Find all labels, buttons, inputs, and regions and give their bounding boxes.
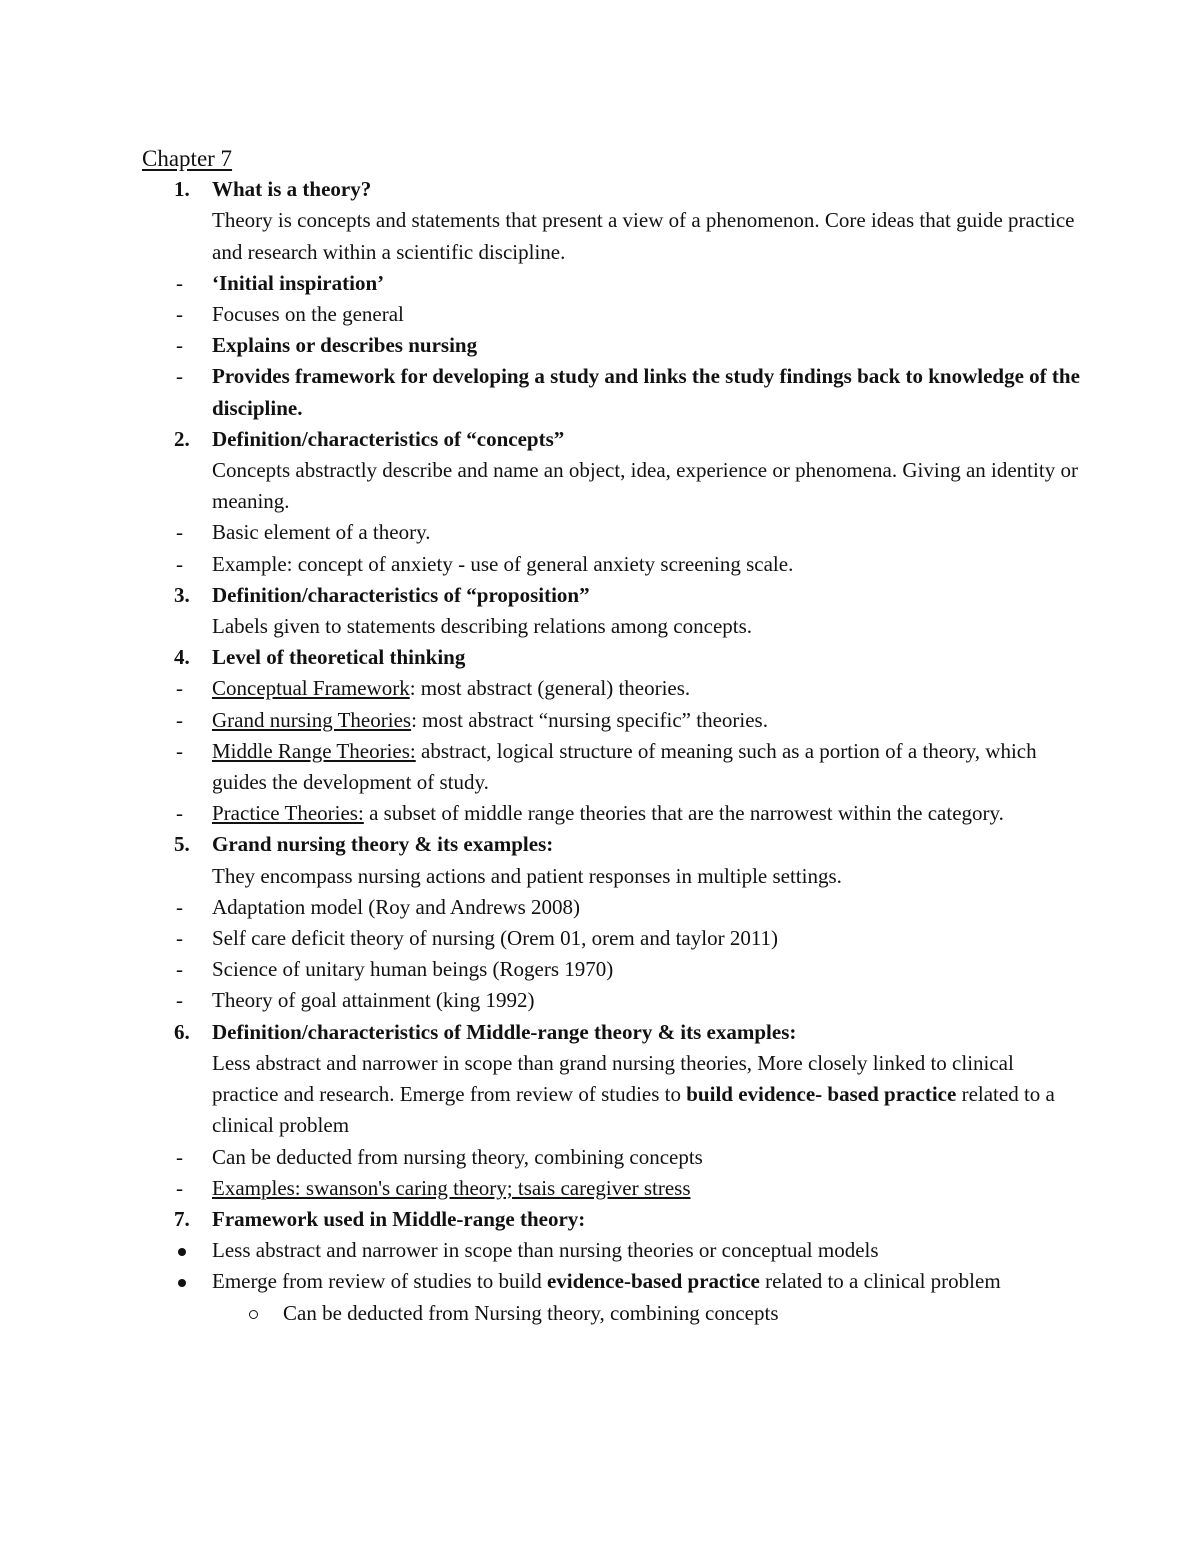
question-6 (142, 1017, 1082, 1142)
list-item (142, 299, 1082, 330)
dash-marker: - (176, 270, 183, 295)
list-item-text: Example: concept of anxiety - use of general anxiety screening scale. (212, 551, 794, 576)
list-item (142, 268, 1082, 299)
list-item (142, 985, 1082, 1016)
emphasis-text: evidence-based practice (546, 1269, 760, 1294)
question-2-title: Definition/characteristics of “concepts” (212, 426, 565, 451)
list-item (142, 954, 1082, 985)
dash-marker: - (176, 707, 183, 732)
list-item (142, 705, 1082, 736)
bullet-text: Less abstract and narrower in scope than nursing theories or conceptual models (212, 1238, 879, 1263)
sub-bullet-item (142, 1298, 1082, 1329)
dash-marker: - (176, 894, 183, 919)
list-item (142, 517, 1082, 548)
list-item-text: Science of unitary human beings (Rogers 1970) (212, 957, 614, 982)
emphasis-text: build evidence- based practice (686, 1082, 957, 1107)
dash-marker: - (176, 988, 183, 1013)
list-item (142, 361, 1082, 423)
document-content (142, 143, 1082, 1329)
term-label: Grand nursing Theories (212, 707, 412, 732)
dash-marker: - (176, 520, 183, 545)
list-item-text: ‘Initial inspiration’ (212, 270, 385, 295)
question-5 (142, 829, 1082, 891)
question-3 (142, 580, 1082, 642)
bullet-item (142, 1266, 1082, 1297)
list-item-text: Basic element of a theory. (212, 520, 431, 545)
list-item (142, 1142, 1082, 1173)
dash-marker: - (176, 801, 183, 826)
dash-marker: - (176, 957, 183, 982)
bullet-dot-icon (178, 1248, 186, 1256)
list-item (142, 549, 1082, 580)
term-label: Practice Theories: (212, 801, 364, 826)
dash-marker: - (176, 551, 183, 576)
dash-marker: - (176, 926, 183, 951)
list-item-text: Explains or describes nursing (212, 333, 478, 358)
list-item (142, 798, 1082, 829)
list-item-text: Can be deducted from nursing theory, combining concepts (212, 1144, 703, 1169)
list-item-text: Provides framework for developing a study and links the study findings back to knowledge of the discipline. (212, 364, 1080, 420)
question-4-title: Level of theoretical thinking (212, 645, 466, 670)
text-segment: Emerge from review of studies to build (212, 1269, 547, 1294)
question-3-text: Labels given to statements describing relations among concepts. (212, 614, 753, 639)
list-item (142, 1173, 1082, 1204)
dash-marker: - (176, 1144, 183, 1169)
question-7-title: Framework used in Middle-range theory: (212, 1206, 586, 1231)
dash-marker: - (176, 1175, 183, 1200)
question-3-title: Definition/characteristics of “proposition” (212, 582, 590, 607)
term-description: a subset of middle range theories that are the narrowest within the category. (363, 801, 1004, 826)
question-6-text (212, 1048, 1082, 1142)
question-4 (142, 642, 1082, 673)
list-item-text: Examples: swanson's caring theory; tsais caregiver stress (212, 1175, 691, 1200)
question-2-number: 2. (174, 426, 190, 451)
list-item-text: Adaptation model (Roy and Andrews 2008) (212, 894, 581, 919)
question-6-number: 6. (174, 1019, 190, 1044)
question-2 (142, 424, 1082, 518)
list-item (142, 330, 1082, 361)
list-item (142, 923, 1082, 954)
list-item-text: Focuses on the general (212, 302, 404, 327)
term-description: : most abstract (general) theories. (409, 676, 691, 701)
question-5-text: They encompass nursing actions and patient responses in multiple settings. (212, 863, 842, 888)
question-1 (142, 174, 1082, 268)
list-item (142, 892, 1082, 923)
text-segment: related to a clinical problem (212, 1082, 1055, 1138)
dash-marker: - (176, 333, 183, 358)
question-7 (142, 1204, 1082, 1235)
hollow-circle-icon (249, 1310, 258, 1319)
list-item-text: Self care deficit theory of nursing (Orem 01, orem and taylor 2011) (212, 926, 779, 951)
term-label: Middle Range Theories: (212, 738, 416, 763)
term-label: Conceptual Framework (212, 676, 410, 701)
list-item (142, 736, 1082, 798)
bullet-item (142, 1235, 1082, 1266)
question-2-text: Concepts abstractly describe and name an object, idea, experience or phenomena. Giving an identity or meaning. (212, 458, 1078, 514)
question-6-title: Definition/characteristics of Middle-range theory & its examples: (212, 1019, 797, 1044)
question-1-number: 1. (174, 177, 190, 202)
question-1-text: Theory is concepts and statements that present a view of a phenomenon. Core ideas that guide practice and research within a scientific discipline. (212, 208, 1075, 264)
question-4-number: 4. (174, 645, 190, 670)
text-segment: related to a clinical problem (759, 1269, 1001, 1294)
question-5-number: 5. (174, 832, 190, 857)
question-1-title: What is a theory? (212, 177, 372, 202)
term-description: : most abstract “nursing specific” theories. (411, 707, 768, 732)
question-3-number: 3. (174, 582, 190, 607)
dash-marker: - (176, 302, 183, 327)
question-7-number: 7. (174, 1206, 190, 1231)
bullet-dot-icon (178, 1279, 186, 1287)
chapter-title: Chapter 7 (142, 146, 233, 171)
question-5-title: Grand nursing theory & its examples: (212, 832, 554, 857)
term-description: abstract, logical structure of meaning such as a portion of a theory, which guides the development of study. (212, 738, 1037, 795)
dash-marker: - (176, 364, 183, 389)
list-item-text: Theory of goal attainment (king 1992) (212, 988, 535, 1013)
text-segment: Less abstract and narrower in scope than grand nursing theories, More closely linked to clinical practice and research. Emerge from review of studies to (212, 1050, 1014, 1107)
dash-marker: - (176, 676, 183, 701)
list-item (142, 673, 1082, 704)
dash-marker: - (176, 738, 183, 763)
sub-bullet-text: Can be deducted from Nursing theory, combining concepts (283, 1300, 779, 1325)
